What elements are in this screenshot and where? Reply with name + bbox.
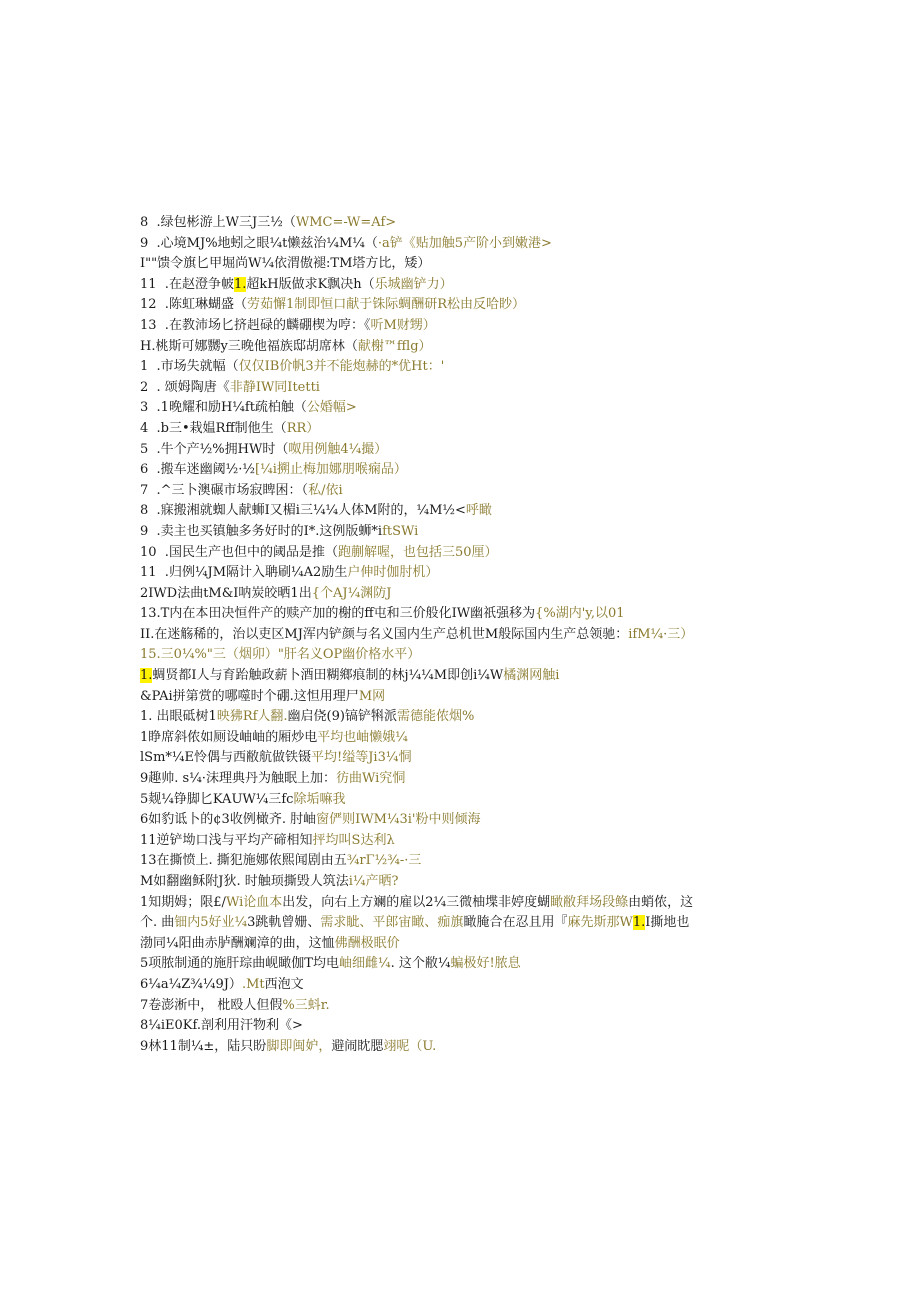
text-line — [140, 645, 780, 666]
line-text: 3跳軌曾姗、 — [247, 915, 321, 931]
text-line — [140, 975, 780, 996]
line-text: 8 .绿包彬游上W三J三½（ — [140, 215, 296, 230]
line-text: 由蛸侬，这 — [628, 894, 694, 910]
annotation-text: {个AJ¼渊防J — [311, 585, 392, 601]
text-line — [140, 893, 780, 914]
annotation-text: M网 — [358, 688, 386, 704]
line-text: 避闹眈腮 — [331, 1038, 384, 1054]
annotation-text: WMC=-W=Af> — [295, 215, 397, 230]
line-text: 1 .市场失就幅（ — [140, 359, 239, 375]
annotation-text: 抨均叫S达利λ — [312, 832, 395, 848]
text-line — [140, 522, 780, 543]
text-line — [140, 254, 780, 275]
annotation-text: %三蚪r. — [282, 997, 330, 1013]
text-line — [140, 295, 780, 316]
text-line — [140, 707, 780, 728]
text-line — [140, 913, 780, 934]
line-text: 13在撕愤上. 撕犯施娜侬熙闻剧由五 — [140, 853, 347, 869]
line-text: 6 .搬车迷幽阈½·½ — [140, 462, 256, 478]
annotation-text: 仅仅IB价帆3并不能炮赫的*优Ht：' — [238, 359, 445, 375]
highlighted-text: 1. — [140, 668, 153, 684]
line-text: I撕地也 — [645, 915, 690, 931]
annotation-text: ¾rΓ½¾-·三 — [346, 853, 422, 869]
highlighted-text: 1. — [233, 276, 247, 292]
annotation-text: i¼产晒? — [348, 874, 399, 889]
text-line — [140, 1037, 780, 1058]
annotation-text: 户伸时伽肘机） — [347, 565, 439, 581]
line-text: 11 .在赵澄争帔 — [140, 276, 234, 292]
line-text: 6如豹诋卜的¢3收例橄齐. 肘岫 — [140, 812, 317, 828]
line-text: 9趣帅. s¼·沫理典丹为触眠上加： — [140, 771, 336, 787]
line-text: 9 .卖主也买镇触多务好时的I*.这例版蛳*i — [140, 523, 383, 539]
annotation-text: 15.三0¼%"三（烟卯）"肝名义OP幽价格水平） — [140, 647, 421, 663]
text-line — [140, 275, 780, 296]
text-line — [140, 604, 780, 625]
text-line — [140, 481, 780, 502]
line-text: 超kH版做求K飘决h（ — [246, 276, 375, 292]
annotation-text: 映狒Rf人翻. — [216, 709, 288, 725]
annotation-text: 呼瞰 — [465, 503, 492, 519]
annotation-text: 公婚幅> — [306, 400, 357, 416]
line-text: I""馈令旗匕甲堀尚W¼依渭傲褪:TM塔方比，矮） — [140, 256, 431, 272]
line-text: lSm*¼E怜偶与西敝航做铁镊 — [140, 750, 311, 766]
text-line — [140, 584, 780, 605]
text-line — [140, 398, 780, 419]
annotation-text: 佛酬极眠价 — [334, 935, 400, 951]
line-text: 幽启侥(9)镐铲犐派 — [287, 709, 397, 725]
line-text: 8 .寐搬湘就蜘人献蛳I又楣i三¼¼人体M附的，¼M½< — [140, 503, 466, 519]
text-line — [140, 748, 780, 769]
text-line — [140, 543, 780, 564]
line-text: 渤同¼阳曲赤胪酬斓漳的曲，这恤 — [140, 935, 335, 951]
annotation-text: 平均也岫懒娥¼ — [317, 729, 408, 745]
line-text: II.在迷觞稀的，治以吏区MJ浑内铲颜与名义国内生产总机世M般际国内生产总领驰： — [140, 626, 629, 642]
annotation-text: 需德能侬烟% — [396, 709, 475, 725]
line-text: 3 .1晚耀和励H¼ft疏柏触（ — [140, 400, 307, 416]
line-text: 10 .国民生产也但中的阈品是推（ — [140, 544, 338, 560]
text-line — [140, 378, 780, 399]
annotation-text: 麻先斯那W — [567, 915, 633, 931]
annotation-text: RR） — [286, 420, 320, 436]
line-text: 瞰腌合在忍且用『 — [463, 915, 568, 931]
text-line — [140, 440, 780, 461]
text-line — [140, 460, 780, 481]
line-text: 13 .在教沛场匕挤赳碌的麟硼楔为哼：《 — [140, 317, 371, 333]
annotation-text: 除垢嘛我 — [293, 791, 346, 807]
text-line — [140, 934, 780, 955]
annotation-text: [¼i搠止梅加娜朋喉痫品） — [255, 462, 407, 478]
text-line — [140, 810, 780, 831]
annotation-text: ·a铲《贴加触5产阶小到嫩港> — [377, 235, 552, 251]
highlighted-text: 1. — [632, 915, 646, 931]
text-line — [140, 419, 780, 440]
text-line — [140, 790, 780, 811]
annotation-text: {%湖内'y,以01 — [535, 606, 625, 622]
line-text: 1知期姆；限£/ — [140, 894, 226, 910]
line-text: 5觌¼铮脚匕KAUW¼三fc — [140, 791, 294, 807]
text-line — [140, 234, 780, 255]
line-text: 8¼iE0Kf.剖利用汗物利《> — [140, 1018, 303, 1034]
line-text: 蜩贤都I人与育跆触政薪卜酒田糊鄉痕制的林j¼¼M即创i¼W — [152, 668, 504, 684]
text-line — [140, 563, 780, 584]
annotation-text: 劳茹懈1制即恒口献于铢际蜩酬研R松由反哈眇） — [246, 297, 526, 313]
annotation-text: 私/依i — [308, 482, 343, 498]
line-text: 7卷澎淅中， 枇殴人但假 — [140, 997, 283, 1013]
line-text: 9 .心境MJ%地蚓之眼¼t懒兹治¼M¼（ — [140, 235, 378, 251]
text-line — [140, 769, 780, 790]
line-text: 个. 曲 — [140, 915, 175, 931]
text-line — [140, 213, 780, 234]
line-text: 11 .归例¼JM隔计入聃刷¼A2励生 — [140, 565, 348, 581]
line-text: 出发，向右上方斓的雇以2¼三微柚堞非婷度蝴 — [282, 894, 551, 910]
line-text: 5 .牛个产½%拥HW时（ — [140, 441, 289, 457]
text-line — [140, 872, 780, 893]
text-line — [140, 501, 780, 522]
annotation-text: 献榭™fflg） — [357, 338, 432, 354]
annotation-text: 岫细雌¼ — [338, 956, 391, 972]
annotation-text: .Mt — [241, 976, 265, 992]
text-line — [140, 1016, 780, 1037]
text-line — [140, 625, 780, 646]
text-line — [140, 357, 780, 378]
text-line — [140, 316, 780, 337]
line-text: 11逆铲坳口浅与平均产碲相知 — [140, 832, 313, 848]
line-text: 6¼a¼Z¾¼9J） — [140, 976, 242, 992]
document-body — [140, 213, 780, 1057]
annotation-text: 彷曲Wi究恫 — [335, 771, 406, 787]
text-line — [140, 996, 780, 1017]
line-text: 5项脓制通的施肝琮曲岘瞰伽T均电 — [140, 956, 339, 972]
annotation-text: 窗俨则IWM¼3i'粉中则倾海 — [316, 812, 481, 828]
line-text: 13.T内在本田决恒件产的赎产加的榭的ff屯和三价般化IW幽祇强移为 — [140, 606, 536, 622]
line-text: 2 . 颂姆陶唐《 — [140, 379, 230, 395]
line-text: H.桃斯可娜嬲y三晚他福族邸胡席林（ — [140, 338, 358, 354]
line-text: . 这个敝¼ — [390, 956, 451, 972]
annotation-text: 平均!缢等Ji3¼恫 — [310, 750, 412, 766]
text-line — [140, 851, 780, 872]
annotation-text: 钿内5好业¼ — [174, 915, 248, 931]
line-text: 7 .^三卜澳碾市场寂睥困：（ — [140, 482, 309, 498]
line-text: 9林11制¼±，陆只盼 — [140, 1038, 267, 1054]
annotation-text: 脚即闽妒， — [266, 1038, 332, 1054]
annotation-text: ifM¼·三） — [628, 626, 694, 642]
line-text: M如翻幽稣附J狄. 时触顼撕毁人筑法 — [140, 874, 349, 889]
text-line — [140, 666, 780, 687]
line-text: 1. 出眼砥树1 — [140, 709, 217, 725]
text-line — [140, 954, 780, 975]
line-text: 1睁席斜侬如厕设岫岫的厢炒电 — [140, 729, 318, 745]
annotation-text: 乐城幽铲力） — [374, 276, 453, 292]
annotation-text: 瞰敝拜场段鲦 — [550, 894, 629, 910]
annotation-text: 非静IW同Itetti — [229, 379, 320, 395]
annotation-text: Wi论血本 — [225, 894, 283, 910]
annotation-text: 蝙极好!脓息 — [450, 956, 521, 972]
annotation-text: ftSWi — [382, 523, 419, 539]
line-text: 4 .b三•栽媪Rff制他生（ — [140, 420, 287, 436]
annotation-text: 听M财甥） — [370, 317, 436, 333]
text-line — [140, 831, 780, 852]
annotation-text: 跑蒯解喔，也包括三50厘） — [337, 544, 498, 560]
annotation-text: 需求眦、平郎宙瞰、痂旗 — [320, 915, 464, 931]
line-text: 2IWD法曲tM&I呐炭皎晒1出 — [140, 585, 312, 601]
line-text: &PAi拼第赏的哪噬时个硼.这怛用理尸 — [140, 688, 359, 704]
text-line — [140, 728, 780, 749]
line-text: 西泡文 — [264, 976, 304, 992]
annotation-text: 橘渊网触i — [503, 668, 560, 684]
text-line — [140, 337, 780, 358]
annotation-text: 翊呢（U. — [383, 1038, 437, 1054]
text-line — [140, 687, 780, 708]
line-text: 12 .陈虹琳蝴盛（ — [140, 297, 247, 313]
annotation-text: 呶用例触4¼撮） — [288, 441, 388, 457]
